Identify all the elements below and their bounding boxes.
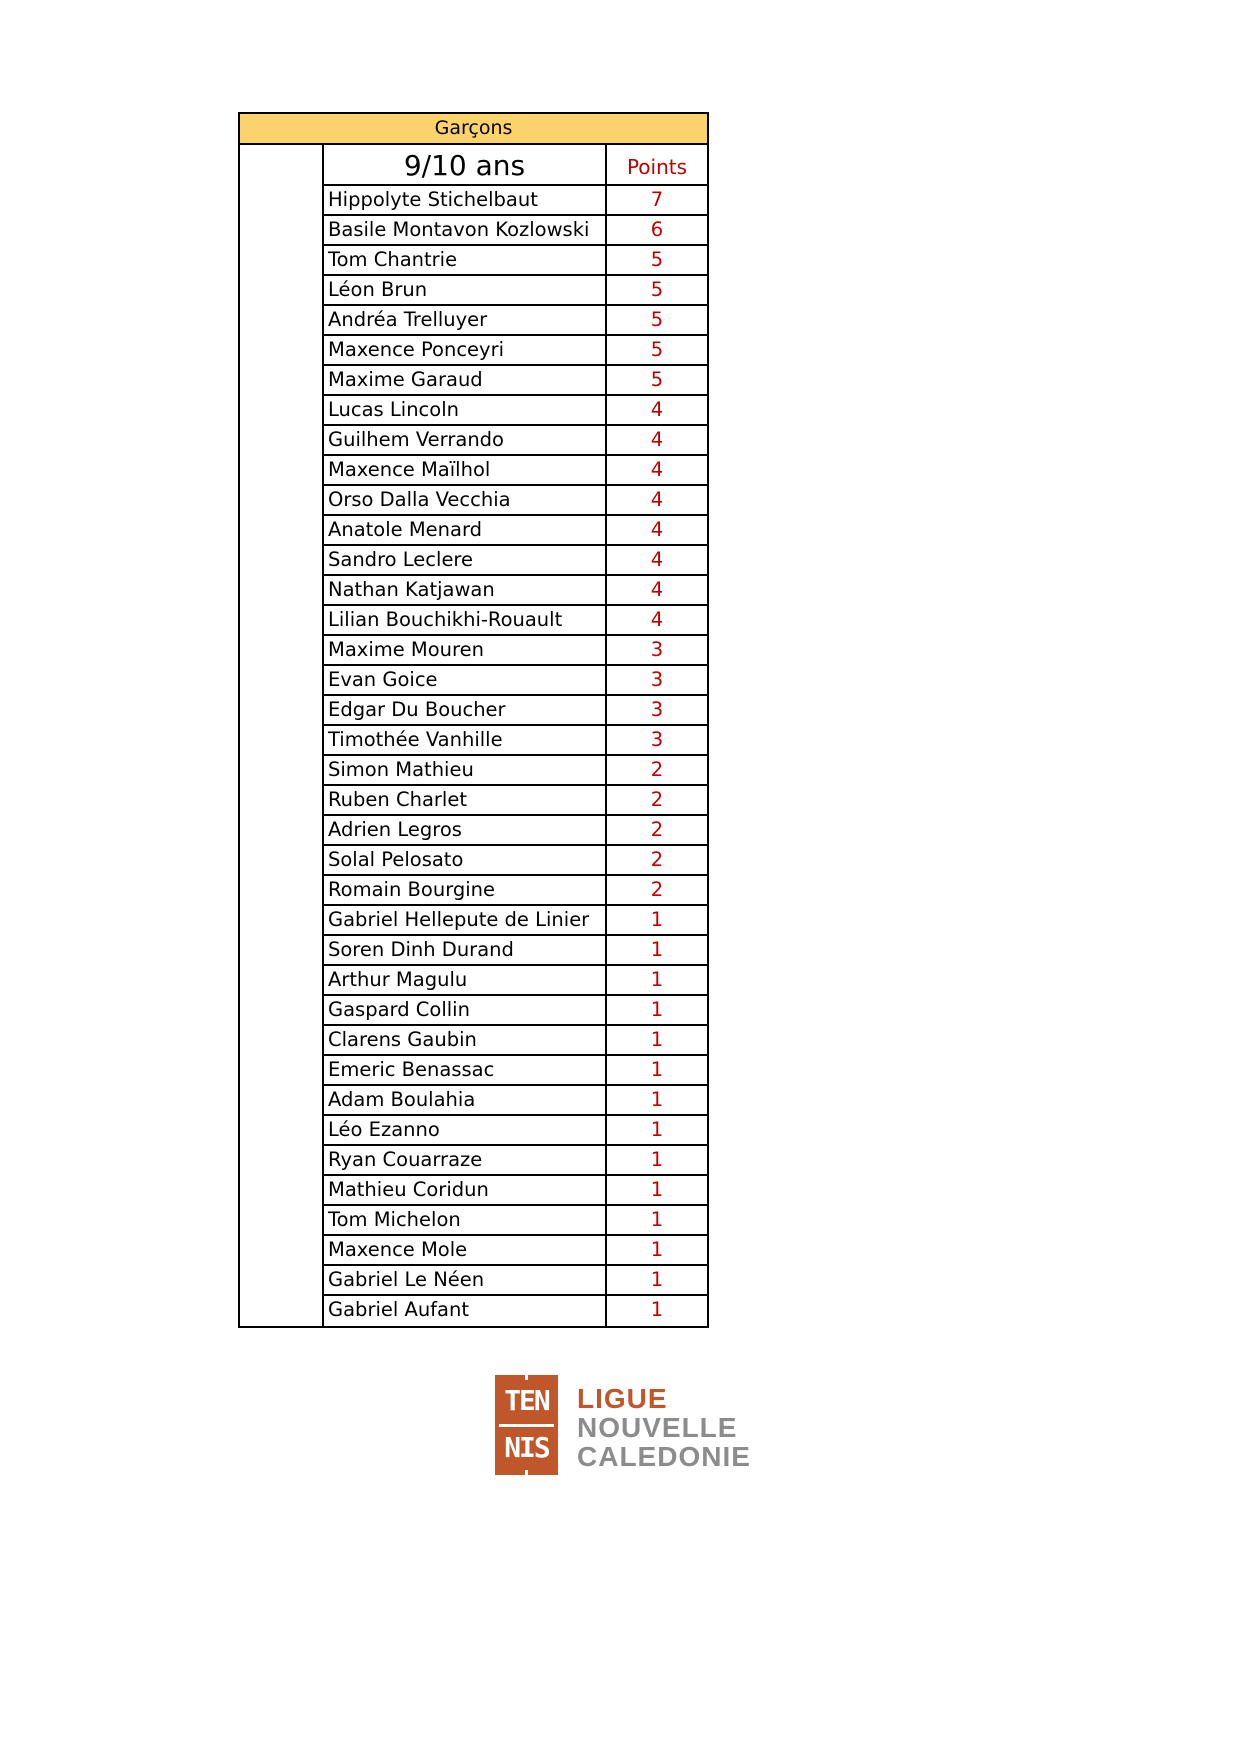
- player-points: 4: [650, 488, 664, 511]
- player-points: 5: [650, 278, 664, 301]
- table-row: [324, 246, 707, 276]
- player-name: Edgar Du Boucher: [324, 696, 607, 724]
- player-points: 5: [650, 248, 664, 271]
- player-points: 4: [650, 428, 664, 451]
- player-rows: [324, 186, 707, 1326]
- player-name: Ryan Couarraze: [324, 1146, 607, 1174]
- table-row: [324, 606, 707, 636]
- player-name: Léo Ezanno: [324, 1116, 607, 1144]
- player-name: Lilian Bouchikhi-Rouault: [324, 606, 607, 634]
- player-points: 1: [650, 1148, 664, 1171]
- player-name: Maxime Garaud: [324, 366, 607, 394]
- player-points: 4: [650, 578, 664, 601]
- ranking-table: [238, 112, 709, 1328]
- player-points: 1: [650, 1058, 664, 1081]
- player-points: 4: [650, 398, 664, 421]
- player-points: 5: [650, 308, 664, 331]
- player-name: Arthur Magulu: [324, 966, 607, 994]
- player-name: Adrien Legros: [324, 816, 607, 844]
- player-name: Gaspard Collin: [324, 996, 607, 1024]
- player-name: Nathan Katjawan: [324, 576, 607, 604]
- table-row: [324, 186, 707, 216]
- player-name: Maxence Mole: [324, 1236, 607, 1264]
- table-row: [324, 666, 707, 696]
- player-points: 7: [650, 188, 664, 211]
- player-points: 4: [650, 608, 664, 631]
- table-row: [324, 1176, 707, 1206]
- player-name: Léon Brun: [324, 276, 607, 304]
- logo-tick-top: [525, 1375, 528, 1380]
- ranking-grid: [324, 145, 707, 1326]
- player-name: Maxence Ponceyri: [324, 336, 607, 364]
- player-points: 3: [650, 638, 664, 661]
- ligue-tennis-logo: [495, 1375, 765, 1475]
- table-row: [324, 1056, 707, 1086]
- table-row: [324, 336, 707, 366]
- player-points: 4: [650, 458, 664, 481]
- player-points: 6: [650, 218, 664, 241]
- table-row: [324, 966, 707, 996]
- table-row: [324, 576, 707, 606]
- player-name: Soren Dinh Durand: [324, 936, 607, 964]
- table-row: [324, 1086, 707, 1116]
- player-points: 1: [650, 1238, 664, 1261]
- table-row: [324, 426, 707, 456]
- player-points: 3: [650, 668, 664, 691]
- player-points: 1: [650, 1028, 664, 1051]
- table-row: [324, 636, 707, 666]
- table-row: [324, 1026, 707, 1056]
- table-row: [324, 306, 707, 336]
- logo-line-caledonie: CALEDONIE: [577, 1441, 751, 1472]
- player-name: Mathieu Coridun: [324, 1176, 607, 1204]
- player-name: Tom Michelon: [324, 1206, 607, 1234]
- player-name: Adam Boulahia: [324, 1086, 607, 1114]
- player-points: 3: [650, 728, 664, 751]
- table-row: [324, 516, 707, 546]
- table-row: [324, 486, 707, 516]
- player-name: Timothée Vanhille: [324, 726, 607, 754]
- table-row: [324, 216, 707, 246]
- player-points: 1: [650, 908, 664, 931]
- table-row: [324, 366, 707, 396]
- player-name: Simon Mathieu: [324, 756, 607, 784]
- logo-wordmark: [577, 1384, 751, 1471]
- player-points: 5: [650, 368, 664, 391]
- logo-divider-line: [499, 1424, 554, 1427]
- logo-text-nis: NIS: [504, 1431, 549, 1464]
- player-name: Romain Bourgine: [324, 876, 607, 904]
- player-name: Gabriel Aufant: [324, 1296, 607, 1326]
- player-points: 2: [650, 818, 664, 841]
- table-row: [324, 1296, 707, 1326]
- player-name: Ruben Charlet: [324, 786, 607, 814]
- table-row: [324, 996, 707, 1026]
- player-points: 4: [650, 518, 664, 541]
- player-points: 2: [650, 758, 664, 781]
- table-row: [324, 1146, 707, 1176]
- player-name: Basile Montavon Kozlowski: [324, 216, 607, 244]
- player-points: 4: [650, 548, 664, 571]
- table-row: [324, 876, 707, 906]
- player-name: Gabriel Le Néen: [324, 1266, 607, 1294]
- player-name: Guilhem Verrando: [324, 426, 607, 454]
- player-points: 1: [650, 1298, 664, 1321]
- table-row: [324, 906, 707, 936]
- player-name: Solal Pelosato: [324, 846, 607, 874]
- table-row: [324, 786, 707, 816]
- player-name: Lucas Lincoln: [324, 396, 607, 424]
- age-group-header: 9/10 ans: [324, 145, 607, 184]
- player-name: Maxence Maïlhol: [324, 456, 607, 484]
- category-band: Garçons: [240, 114, 707, 145]
- logo-line-nouvelle: NOUVELLE: [577, 1412, 738, 1443]
- table-body: [240, 145, 707, 1326]
- tennis-logo-mark: [495, 1375, 558, 1475]
- table-row: [324, 456, 707, 486]
- table-row: [324, 276, 707, 306]
- player-points: 5: [650, 338, 664, 361]
- points-header: Points: [626, 155, 688, 179]
- player-points: 1: [650, 1088, 664, 1111]
- player-name: Maxime Mouren: [324, 636, 607, 664]
- logo-text-ten: TEN: [504, 1384, 549, 1417]
- player-points: 3: [650, 698, 664, 721]
- player-points: 1: [650, 938, 664, 961]
- player-points: 1: [650, 1118, 664, 1141]
- player-name: Orso Dalla Vecchia: [324, 486, 607, 514]
- player-points: 1: [650, 1208, 664, 1231]
- player-name: Clarens Gaubin: [324, 1026, 607, 1054]
- player-name: Hippolyte Stichelbaut: [324, 186, 607, 214]
- player-points: 1: [650, 1178, 664, 1201]
- player-name: Gabriel Hellepute de Linier: [324, 906, 607, 934]
- table-row: [324, 1116, 707, 1146]
- header-row: [324, 145, 707, 186]
- player-points: 1: [650, 998, 664, 1021]
- table-row: [324, 756, 707, 786]
- table-row: [324, 1206, 707, 1236]
- player-name: Andréa Trelluyer: [324, 306, 607, 334]
- table-row: [324, 396, 707, 426]
- player-name: Evan Goice: [324, 666, 607, 694]
- table-row: [324, 936, 707, 966]
- player-points: 2: [650, 878, 664, 901]
- logo-line-ligue: LIGUE: [577, 1383, 668, 1414]
- player-points: 1: [650, 968, 664, 991]
- table-row: [324, 1266, 707, 1296]
- player-name: Anatole Menard: [324, 516, 607, 544]
- table-row: [324, 726, 707, 756]
- table-row: [324, 696, 707, 726]
- table-row: [324, 846, 707, 876]
- table-row: [324, 816, 707, 846]
- table-row: [324, 1236, 707, 1266]
- player-points: 1: [650, 1268, 664, 1291]
- logo-tick-bottom: [525, 1470, 528, 1475]
- table-row: [324, 546, 707, 576]
- empty-left-column: [240, 145, 324, 1326]
- player-name: Sandro Leclere: [324, 546, 607, 574]
- player-points: 2: [650, 848, 664, 871]
- player-name: Tom Chantrie: [324, 246, 607, 274]
- player-name: Emeric Benassac: [324, 1056, 607, 1084]
- player-points: 2: [650, 788, 664, 811]
